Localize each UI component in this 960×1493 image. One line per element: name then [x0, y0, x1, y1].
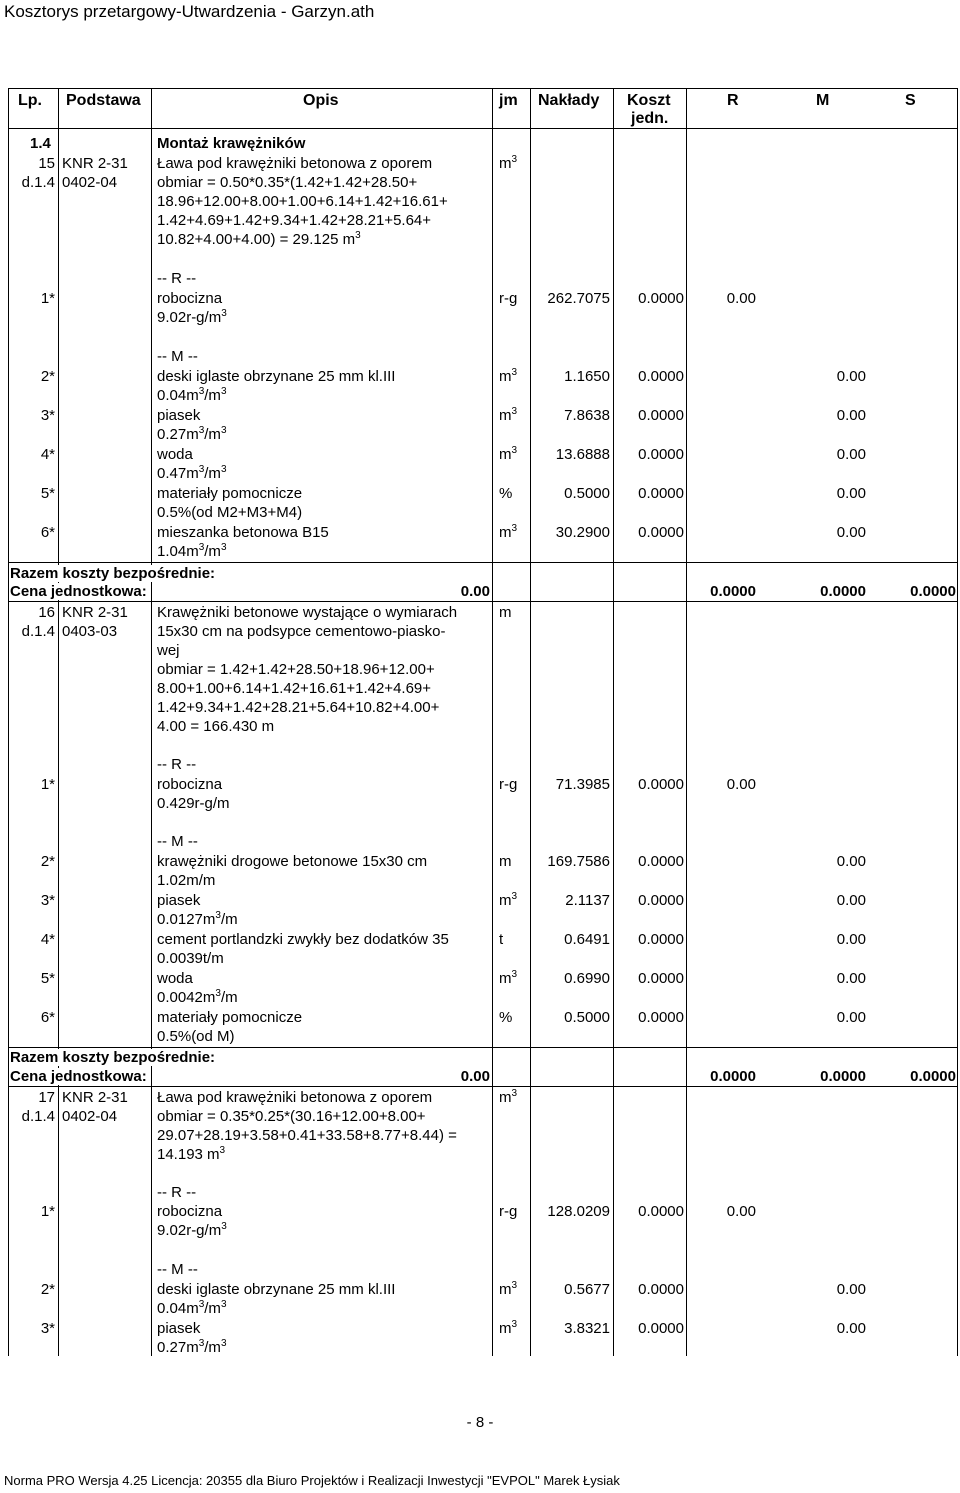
material-unit-cost: 0.0000	[638, 1009, 684, 1026]
section-title: Montaż krawężników	[157, 135, 306, 152]
resource-unit-cost: 0.0000	[638, 290, 684, 307]
r-total: 0.0000	[710, 1068, 756, 1085]
material-m-value: 0.00	[836, 485, 866, 502]
r-label: -- R --	[157, 756, 197, 773]
material-norm: $0.04m^3/m^3$	[157, 1299, 227, 1317]
resource-r-value: 0.00	[726, 1203, 756, 1220]
description-line: 14.193 $m^3$	[157, 1145, 226, 1163]
row-lp: 2*	[40, 853, 55, 870]
resource-norm: $9.02r-g/m^3$	[157, 1221, 227, 1239]
row-lp: 3*	[40, 1320, 55, 1337]
material-name: materiały pomocnicze	[157, 1009, 303, 1026]
material-unit-cost: 0.0000	[638, 970, 684, 987]
row-lp: 1*	[40, 776, 55, 793]
knr-catalog: KNR 2-31	[62, 155, 128, 172]
row-lp: 4*	[40, 446, 55, 463]
material-quantity: 0.6990	[564, 970, 610, 987]
material-unit-cost: 0.0000	[638, 485, 684, 502]
description-line: 29.07+28.19+3.58+0.41+33.58+8.77+8.44) =	[157, 1127, 457, 1144]
unit: m	[499, 604, 512, 621]
row-lp: 2*	[40, 368, 55, 385]
m-total: 0.0000	[820, 583, 866, 600]
footer-license: Norma PRO Wersja 4.25 Licencja: 20355 dla Biuro Projektów i Realizacji Inwestycji "EVPOL" Marek Łysiak	[4, 1473, 620, 1488]
position-lp: 16	[38, 604, 55, 621]
row-lp: 1*	[40, 290, 55, 307]
description-line: 4.00 = 166.430 m	[157, 718, 275, 735]
resource-r-value: 0.00	[726, 290, 756, 307]
resource-norm: 0.429r-g/m	[157, 795, 230, 812]
knr-catalog: KNR 2-31	[62, 1089, 128, 1106]
table-right-border	[957, 88, 958, 1356]
material-name: krawężniki drogowe betonowe 15x30 cm	[157, 853, 428, 870]
material-unit-cost: 0.0000	[638, 853, 684, 870]
material-name: materiały pomocnicze	[157, 485, 303, 502]
row-lp: 2*	[40, 1281, 55, 1298]
resource-unit-cost: 0.0000	[638, 776, 684, 793]
unit: $m^3$	[499, 154, 518, 172]
row-lp: 3*	[40, 892, 55, 909]
col-divider-lp	[58, 88, 59, 1356]
resource-quantity: 71.3985	[555, 776, 610, 793]
material-m-value: 0.00	[836, 446, 866, 463]
material-norm: 0.0039t/m	[157, 950, 224, 967]
material-m-value: 0.00	[836, 407, 866, 424]
material-m-value: 0.00	[836, 1281, 866, 1298]
position-chapter: d.1.4	[21, 1108, 55, 1125]
material-name: cement portlandzki zwykły bez dodatków 35	[157, 931, 449, 948]
material-unit-cost: 0.0000	[638, 407, 684, 424]
material-unit: $m^3$	[499, 367, 518, 385]
header-opis: Opis	[303, 92, 339, 109]
resource-name: robocizna	[157, 290, 223, 307]
description-line: wej	[157, 642, 180, 659]
material-name: deski iglaste obrzynane 25 mm kl.III	[157, 368, 396, 385]
cena-label: Cena jednostkowa:	[10, 1068, 147, 1085]
material-unit: %	[499, 1009, 513, 1026]
description-line: Ława pod krawężniki betonowa z oporem	[157, 155, 433, 172]
col-divider-naklady	[613, 88, 614, 1356]
description-line: Krawężniki betonowe wystające o wymiarach	[157, 604, 458, 621]
knr-catalog: KNR 2-31	[62, 604, 128, 621]
m-label: -- M --	[157, 348, 198, 365]
knr-table: 0402-04	[62, 174, 118, 191]
description-line: 1.42+4.69+1.42+9.34+1.42+28.21+5.64+	[157, 212, 432, 229]
row-lp: 6*	[40, 524, 55, 541]
material-quantity: 3.8321	[564, 1320, 610, 1337]
resource-unit-cost: 0.0000	[638, 1203, 684, 1220]
section-number: 1.4	[30, 135, 51, 152]
material-unit: t	[499, 931, 504, 948]
material-unit: m	[499, 853, 512, 870]
material-name: piasek	[157, 407, 201, 424]
row-lp: 1*	[40, 1203, 55, 1220]
header-m: M	[816, 92, 830, 109]
row-lp: 5*	[40, 485, 55, 502]
material-m-value: 0.00	[836, 524, 866, 541]
material-norm: $0.27m^3/m^3$	[157, 425, 227, 443]
material-m-value: 0.00	[836, 970, 866, 987]
material-quantity: 0.5000	[564, 1009, 610, 1026]
row-lp: 6*	[40, 1009, 55, 1026]
material-m-value: 0.00	[836, 892, 866, 909]
material-unit-cost: 0.0000	[638, 446, 684, 463]
m-label: -- M --	[157, 833, 198, 850]
window-title: Kosztorys przetargowy-Utwardzenia - Garzyn.ath	[4, 2, 375, 21]
material-name: piasek	[157, 892, 201, 909]
header-jm: jm	[499, 92, 518, 109]
resource-unit: r-g	[499, 1203, 518, 1220]
material-m-value: 0.00	[836, 1009, 866, 1026]
material-unit: $m^3$	[499, 523, 518, 541]
resource-r-value: 0.00	[726, 776, 756, 793]
col-divider-jm	[530, 88, 531, 1356]
summary-top-border	[8, 1047, 958, 1048]
razem-label: Razem koszty bezpośrednie:	[10, 1049, 216, 1066]
position-chapter: d.1.4	[21, 174, 55, 191]
material-quantity: 2.1137	[565, 892, 610, 909]
material-unit: $m^3$	[499, 406, 518, 424]
row-lp: 5*	[40, 970, 55, 987]
resource-norm: $9.02r-g/m^3$	[157, 308, 227, 326]
material-quantity: 1.1650	[564, 368, 610, 385]
col-divider-podstawa	[151, 88, 152, 1356]
description-line: 15x30 cm na podsypce cementowo-piasko-	[157, 623, 446, 640]
cena-value: 0.00	[420, 583, 490, 600]
col-divider-koszt	[686, 88, 687, 1356]
material-name: piasek	[157, 1320, 201, 1337]
summary-bottom-border	[8, 601, 958, 602]
table-left-border	[8, 88, 9, 1356]
material-name: woda	[157, 446, 193, 463]
knr-table: 0402-04	[62, 1108, 118, 1125]
m-label: -- M --	[157, 1261, 198, 1278]
s-total: 0.0000	[910, 1068, 956, 1085]
description-line: Ława pod krawężniki betonowa z oporem	[157, 1089, 433, 1106]
material-unit: %	[499, 485, 513, 502]
material-norm: 1.02m/m	[157, 872, 216, 889]
header-r: R	[727, 92, 739, 109]
material-norm: $1.04m^3/m^3$	[157, 542, 227, 560]
material-m-value: 0.00	[836, 1320, 866, 1337]
page-number: - 8 -	[466, 1414, 494, 1431]
r-label: -- R --	[157, 270, 197, 287]
material-quantity: 0.5000	[564, 485, 610, 502]
material-norm: $0.27m^3/m^3$	[157, 1338, 227, 1356]
material-unit-cost: 0.0000	[638, 892, 684, 909]
material-unit: $m^3$	[499, 445, 518, 463]
description-line: obmiar = 0.50*0.35*(1.42+1.42+28.50+	[157, 174, 418, 191]
description-line: 1.42+9.34+1.42+28.21+5.64+10.82+4.00+	[157, 699, 440, 716]
material-unit: $m^3$	[499, 1280, 518, 1298]
material-name: woda	[157, 970, 193, 987]
material-norm: 0.5%(od M)	[157, 1028, 235, 1045]
description-line: 10.82+4.00+4.00) = 29.125 $m^3$	[157, 230, 361, 248]
summary-bottom-border	[8, 1086, 958, 1087]
header-koszt: Koszt	[627, 92, 671, 109]
material-quantity: 0.5677	[564, 1281, 610, 1298]
row-lp: 4*	[40, 931, 55, 948]
material-unit: $m^3$	[499, 1319, 518, 1337]
material-norm: $0.0127m^3/m$	[157, 910, 238, 928]
header-koszt-jedn: jedn.	[631, 110, 669, 127]
resource-quantity: 262.7075	[547, 290, 610, 307]
r-total: 0.0000	[710, 583, 756, 600]
position-chapter: d.1.4	[21, 623, 55, 640]
position-lp: 17	[38, 1089, 55, 1106]
material-quantity: 30.2900	[555, 524, 610, 541]
header-lp: Lp.	[18, 92, 42, 109]
r-label: -- R --	[157, 1184, 197, 1201]
summary-top-border	[8, 562, 958, 563]
row-lp: 3*	[40, 407, 55, 424]
material-unit: $m^3$	[499, 969, 518, 987]
resource-quantity: 128.0209	[547, 1203, 610, 1220]
description-line: obmiar = 0.35*0.25*(30.16+12.00+8.00+	[157, 1108, 426, 1125]
knr-table: 0403-03	[62, 623, 118, 640]
header-s: S	[905, 92, 916, 109]
material-unit: $m^3$	[499, 891, 518, 909]
material-norm: 0.5%(od M2+M3+M4)	[157, 504, 303, 521]
m-total: 0.0000	[820, 1068, 866, 1085]
material-quantity: 7.8638	[564, 407, 610, 424]
material-name: mieszanka betonowa B15	[157, 524, 329, 541]
material-unit-cost: 0.0000	[638, 931, 684, 948]
material-m-value: 0.00	[836, 853, 866, 870]
material-quantity: 0.6491	[564, 931, 610, 948]
material-unit-cost: 0.0000	[638, 524, 684, 541]
description-line: 18.96+12.00+8.00+1.00+6.14+1.42+16.61+	[157, 193, 448, 210]
razem-label: Razem koszty bezpośrednie:	[10, 565, 216, 582]
cena-value: 0.00	[420, 1068, 490, 1085]
material-m-value: 0.00	[836, 368, 866, 385]
header-podstawa: Podstawa	[66, 92, 141, 109]
material-norm: $0.04m^3/m^3$	[157, 386, 227, 404]
material-unit-cost: 0.0000	[638, 1320, 684, 1337]
resource-name: robocizna	[157, 1203, 223, 1220]
unit: $m^3$	[499, 1088, 518, 1106]
header-naklady: Nakłady	[538, 92, 600, 109]
resource-unit: r-g	[499, 776, 518, 793]
material-unit-cost: 0.0000	[638, 1281, 684, 1298]
position-lp: 15	[38, 155, 55, 172]
resource-name: robocizna	[157, 776, 223, 793]
resource-unit: r-g	[499, 290, 518, 307]
material-name: deski iglaste obrzynane 25 mm kl.III	[157, 1281, 396, 1298]
material-quantity: 169.7586	[547, 853, 610, 870]
material-m-value: 0.00	[836, 931, 866, 948]
description-line: obmiar = 1.42+1.42+28.50+18.96+12.00+	[157, 661, 435, 678]
description-line: 8.00+1.00+6.14+1.42+16.61+1.42+4.69+	[157, 680, 432, 697]
s-total: 0.0000	[910, 583, 956, 600]
material-norm: $0.0042m^3/m$	[157, 988, 238, 1006]
col-divider-opis	[492, 88, 493, 1356]
material-quantity: 13.6888	[555, 446, 610, 463]
material-norm: $0.47m^3/m^3$	[157, 464, 227, 482]
material-unit-cost: 0.0000	[638, 368, 684, 385]
cena-label: Cena jednostkowa:	[10, 583, 147, 600]
